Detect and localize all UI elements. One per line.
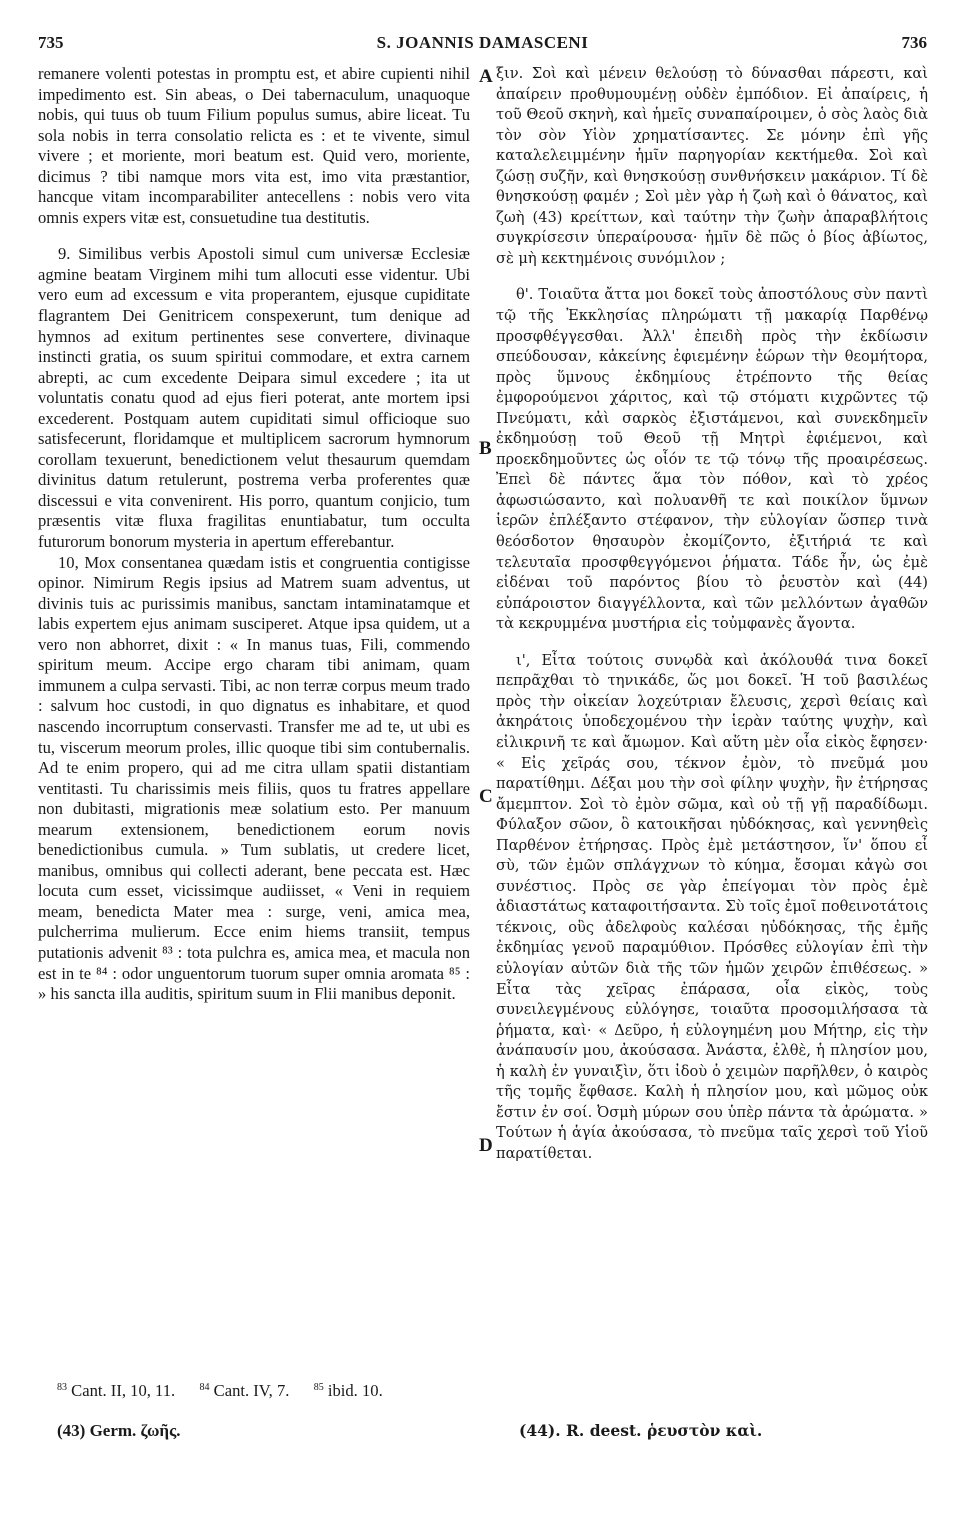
running-title: S. JOANNIS DAMASCENI: [376, 33, 589, 52]
scripture-footnotes: [57, 1381, 383, 1401]
footnote-85-text: ibid. 10.: [327, 1381, 383, 1400]
margin-marker-b: B: [479, 438, 492, 459]
latin-paragraph-1: remanere volenti potestas in promptu est, et abire cupienti nihil impedimento est. Sin abeas, o Dei tabernaculum, unaquoque nobis, qui tuus ob tuum Filium populus sumus, abire liceat. Tu sola nobis in terra consolatio relicta es : et te vivente, simul vivere ; et moriente, mori beatum est. Quid vero, moriente, dicimus ? tibi namque mors vita est, imo vita præstantior, hancque vitam incomparabiliter antecellens : nobis vero vita omnis expers vitæ est, consuetudine tua destitutis.: [38, 64, 470, 227]
greek-paragraph-9: θ'. Τοιαῦτα ἄττα μοι δοκεῖ τοὺς ἀποστόλους σὺν παντὶ τῷ τῆς Ἐκκλησίας πληρώματι τῇ μακαρίᾳ Παρθένῳ προσφθέγγεσθαι. Ἀλλ' ἐπειδὴ πρὸς τὴν ἐκδίωσιν σπεύδουσαν, κἀκείνης ἐφιεμένην ἑώρων τὴν θεομήτορα, πρὸς ὕμνους ἐκδημίους ἐτρέποντο τῆς θείας ἐμφορούμενοι χάριτος, καὶ τῷ στόματι κιχρῶντες τῷ Πνεύματι, κἀὶ σαρκὸς ἐξιστάμενοι, καὶ συνεκδημεῖν ἐκδημούσῃ τοῦ Θεοῦ τῇ Μητρὶ ἐφιέμενοι, καὶ προεκδημοῦντες ὡς οἷόν τε τῷ τόνῳ τῆς προαιρέσεως. Ἐπεὶ δὲ πάντες ἅμα τὸν πόθον, καὶ τὸ χρέος ἀφωσιώσαντο, καὶ πολυανθῆ τε καὶ ποικίλον ὕμνων ἱερῶν ἐπλέξαντο στέφανον, τὴν εὐλογίαν ὥσπερ τινὰ θεόσδοτον θησαυρὸν ἐκομίζοντο, ἐξιτήριά τε καὶ τελευταῖα προσφθεγγόμενοι ῥήματα. Τάδε ἦν, ὡς ἐμὲ εἰδέναι τοῦ παρόντος βίου τὸ ῥευστὸν καὶ (44) εὐπάροιστον διαγγέλλοντα, καὶ τῶν μελλόντων ἀγαθῶν τὰ κεκρυμμένα μυστήρια εἰς τοὐμφανὲς ἄγοντα.: [496, 286, 928, 633]
footnote-85-number: 85: [313, 1382, 324, 1393]
greek-paragraph-10: ι', Εἶτα τούτοις συνῳδὰ καὶ ἀκόλουθά τινα δοκεῖ πεπρᾶχθαι τὸ τηνικάδε, ὥς μοι δοκεῖ. Ἡ τοῦ βασιλέως πρὸς τὴν οἰκείαν λοχεύτριαν ἔλευσις, χερσὶ θείαις καὶ ἀκηράτοις ὑποδεχομένου τὴν ἱερὰν ταύτης ψυχὴν, καὶ εἰλικρινῆ τε καὶ ἄμωμον. Καὶ αὕτη μὲν οἷα εἰκὸς ἔφησεν· « Εἰς χεῖράς σου, τέκνον ἐμὸν, τὸ πνεῦμά μου παρατίθημι. Δέξαι μου τὴν σοὶ φίλην ψυχὴν, ἣν ἐτήρησας ἄμεμπτον. Σοὶ τὸ ἐμὸν σῶμα, καὶ οὐ τῇ γῇ παραδίδωμι. Φύλαξον σῶον, ὃ κατοικῆσαι ηὐδόκησας, καὶ γεννηθεὶς Παρθένον ἐτήρησας. Πρὸς ἐμὲ μετάστησον, ἵν' ὅπου εἶ σὺ, τῶν ἐμῶν σπλάγχνων τὸ κύημα, ἔσομαι κἀγὼ σοι συνέστιος. Πρὸς σε γὰρ ἐπείγομαι τὸν πρὸς ἐμὲ ἀδιαστάτως καταφοιτήσαντα. Σὺ τοῖς ἐμοῖ ποθεινοτάτοις τέκνοις, οὓς ἀδελφοὺς καλέσαι ηὐδόκησας, τῆς ἐμῆς ἐκδημίας γενοῦ παραμύθιον. Πρόσθες εὐλογίαν ἐπὶ τὴν εὐλογίαν αὐτῶν διὰ τῆς τῶν ἡμῶν χειρῶν ἐπιθέσεως. » Εἶτα τὰς χεῖρας ἐπάρασα, οἷα εἰκὸς, τοὺς συνειλεγμένους εὐλόγησε, τοιαῦτα προσομιλήσασα τὰ ῥήματα, καὶ· « Δεῦρο, ἡ εὐλογημένη μου Μήτηρ, εἰς τὴν ἀνάπαυσίν μου, ἀκούσασα. Ἀνάστα, ἐλθὲ, ἡ πλησίον μου, ἡ καλὴ ἐν γυναιξὶν, ὅτι ἰδοὺ ὁ χειμὼν παρῆλθεν, ὁ καιρὸς τῆς τομῆς ἔφθασε. Καλὴ ἡ πλησίον μου, καὶ μῶμος οὐκ ἔστιν ἐν σοί. Ὀσμὴ μύρων σου ὑπὲρ πάντα τὰ ἀρώματα. » Τούτων ἡ ἁγία ἀκούσασα, τὸ πνεῦμα ταῖς χερσὶ τοῦ Υἱοῦ παρατίθεται.: [496, 651, 928, 1162]
margin-marker-c: C: [479, 786, 493, 807]
margin-marker-d: D: [479, 1135, 493, 1156]
margin-marker-a: A: [479, 66, 493, 87]
latin-paragraph-9: 9. Similibus verbis Apostoli simul cum universæ Ecclesiæ agmine beatam Virginem mihi tum allocuti esse videntur. Ubi vero eum ad excessum e vita properantem, ejusque cupiditate flagrantem Dei Genitricem conspexerunt, tum denique ad hymnos ad exitum pertinentes sese convertere, divinaque instincti gratia, os suum spiritui commodare, et extra carnem abrepti, ac cum excedente Deipara simul excedere ; ita ut voluntatis conatu quod ad ejus fieri poterat, ante mortem ipsi excederent. Postquam autem cupiditati simul officioque suo satisfecerunt, floridamque et multiplicem sacrorum hymnorum corollam texuerunt, benedictionem velut thesaurum quemdam divinitus datum retulerunt, postrema verba proferentes quæ discessui e vita convenirent. His porro, quantum conjicio, tum præsentis vitæ fluxa fragilitas enuntiabatur, tum occulta futurorum bonorum mysteria in apertum efferebantur.: [38, 244, 470, 552]
footnote-83-text: Cant. II, 10, 11.: [71, 1381, 176, 1400]
page-number-left: 735: [38, 33, 64, 52]
latin-paragraph-10: 10, Mox consentanea quædam istis et congruentia contigisse opinor. Nimirum Regis ipsius ad Matrem suam adventus, ut divinis tuis ac purissimis manibus, sanctam intaminatamque et labis expertem ejus animam susciperet. Atque ipsa quidem, ut a vero non abhorret, dixit : « In manus tuas, Fili, commendo spiritum meum. Accipe ergo charam tibi animam, quam immunem a culpa servasti. Tibi, ac non terræ corpus meum trado : salvum hoc custodi, in quo dignatus es inhabitare, et quod nascendo incorruptum conservasti. Transfer me ad te, ut ubi es tu, viscerum meorum proles, illic quoque tibi sim contubernalis. Ad te enim propero, qui ad me citra ullam spatii distantiam ventitasti. Tu charissimis meis filiis, quos tu fratres appellare non dubitasti, migrationis meæ solatium esto. Per manuum mearum extensionem, benedictionem eorum novis benedictionibus cumula. » Tum sublatis, ut credere licet, manibus, omnibus qui collecti aderant, bene peccata est. Hæc locuta cum esset, vicissimque audiisset, « Veni in requiem meam, benedicta Mater mea : surge, veni, amica mea, pulcherrima mulierum. Ecce enim hiems transiit, tempus putationis advenit ⁸³ : tota pulchra es, amica mea, et macula non est in te ⁸⁴ : odor unguentorum tuorum super omnia aromata ⁸⁵ : » his sancta illa auditis, spiritum suum in Flii manibus deponit.: [38, 552, 470, 1004]
footnote-84-number: 84: [199, 1382, 210, 1393]
running-header: [38, 33, 927, 55]
footnote-84-text: Cant. IV, 7.: [213, 1381, 290, 1400]
page-number-right: 736: [901, 33, 927, 52]
greek-paragraph-1: ξιν. Σοὶ καὶ μένειν θελούσῃ τὸ δύνασθαι πάρεστι, καὶ ἀπαίρειν προθυμουμένῃ οὐδὲν ἐμπόδιον. Εἰ ἀπαίρεις, ἡ τοῦ Θεοῦ σκηνὴ, καὶ ἡμεῖς συναπαίροιμεν, ὁ σὸς λαὸς διὰ τὸν σὸν Υἱὸν χρηματίσαντες. Σε μόνην ἐπὶ γῆς καταλελειμμένην ἡμῖν παρηγορίαν κεκτήμεθα. Σοὶ καὶ ζώσῃ συζῆν, καὶ θνησκούσῃ συνθνήσκειν μακάριον. Τί δὲ θνησκούσῃ φαμέν ; Σοὶ μὲν γὰρ ἡ ζωὴ καὶ ὁ θάνατος, καὶ ζωὴ (43) κρείττων, καὶ ταύτην τὴν ζωὴν ἀπαραβλήτοις συγκρίσεσιν ὑπεραίρουσα· ἡμῖν δὲ πῶς ὁ βίος ἀβίωτος, σὲ μὴ κεκτημένοις συνόμιλον ;: [496, 65, 928, 267]
footnote-83-number: 83: [57, 1382, 67, 1393]
latin-column: [38, 64, 470, 1005]
greek-column: [496, 64, 928, 1164]
variant-note-43: (43) Germ. ζωῆς.: [57, 1421, 181, 1440]
variant-note-44: (44). R. deest. ῥευστὸν καὶ.: [519, 1421, 763, 1440]
